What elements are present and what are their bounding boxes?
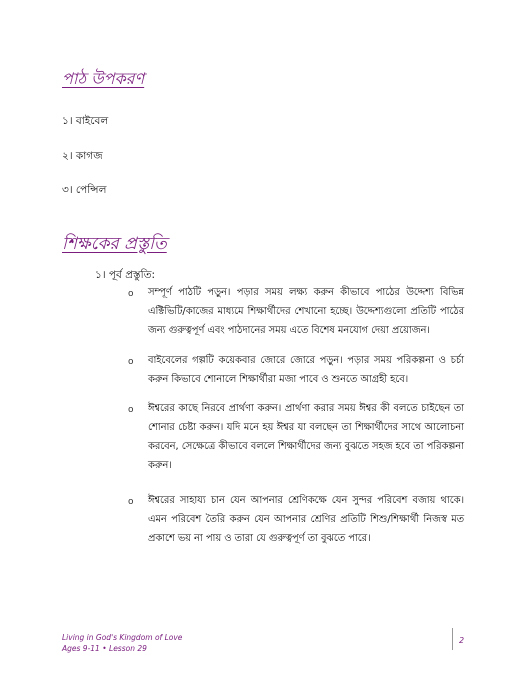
bullet-marker: o: [128, 405, 134, 415]
footer-divider: [452, 628, 453, 650]
bullet-marker: o: [128, 289, 134, 299]
footer-subtitle: Ages 9-11 • Lesson 29: [62, 644, 147, 653]
page-number: 2: [459, 636, 465, 645]
materials-heading: পাঠ উপকরণ: [62, 69, 145, 88]
bullet-text: ঈশ্বরের সাহায্য চান যেন আপনার শ্রেণিকক্ষে যেন সুন্দর পরিবেশ বজায় থাকে। এমন পরিবেশ তৈরি করুন যেন আপনার শ্রেণির প্রতিটি শিশু/শিক্ষার্থী নিজস্ব মত প্রকাশে ভয় না পায় ও তারা যে গুরুত্বপূর্ণ তা বুঝতে পারে।: [148, 495, 464, 544]
bullet-text: বাইবেলের গল্পটি কয়েকবার জোরে জোরে পড়ুন। পড়ার সময় পরিকল্পনা ও চর্চা করুন কিভাবে শোনালে শিক্ষার্থীরা মজা পাবে ও শুনতে আগ্রহী হবে।: [148, 355, 464, 385]
bullet-marker: o: [128, 357, 134, 367]
bullet-marker: o: [128, 497, 134, 507]
preparation-subheading: ১। পূর্ব প্রস্তুতি:: [95, 269, 156, 281]
bullet-text: ঈশ্বরের কাছে নিরবে প্রার্থণা করুন। প্রার্থণা করার সময় ঈশ্বর কী বলতে চাইছেন তা শোনার চেষ্টা করুন। যদি মনে হয় ঈশ্বর যা বলছেন তা শিক্ষার্থীদের সাথে আলোচনা করবেন, সেক্ষেত্রে কীভাবে বললে শিক্ষার্থীদের জন্য বুঝতে সহজ হবে তা পরিকল্পনা করুন।: [148, 403, 464, 471]
material-item-pencil: ৩। পেন্সিল: [62, 184, 107, 196]
material-item-bible: ১। বাইবেল: [62, 115, 109, 127]
footer-title: Living in God's Kingdom of Love: [62, 633, 183, 642]
material-item-paper: ২। কাগজ: [62, 150, 103, 162]
bullet-text: সম্পূর্ণ পাঠটি পড়ুন। পড়ার সময় লক্ষ্য করুন কীভাবে পাঠের উদ্দেশ্য বিভিন্ন এক্টিভিটি/কাজের মাধ্যমে শিক্ষার্থীদের শেখানো হচ্ছে। উদ্দেশ্যগুলো প্রতিটি পাঠের জন্য গুরুত্বপূর্ণ এবং পাঠদানের সময় এতে বিশেষ মনযোগ দেয়া প্রয়োজন।: [148, 287, 464, 336]
preparation-heading: শিক্ষকের প্রস্তুতি: [62, 234, 167, 254]
